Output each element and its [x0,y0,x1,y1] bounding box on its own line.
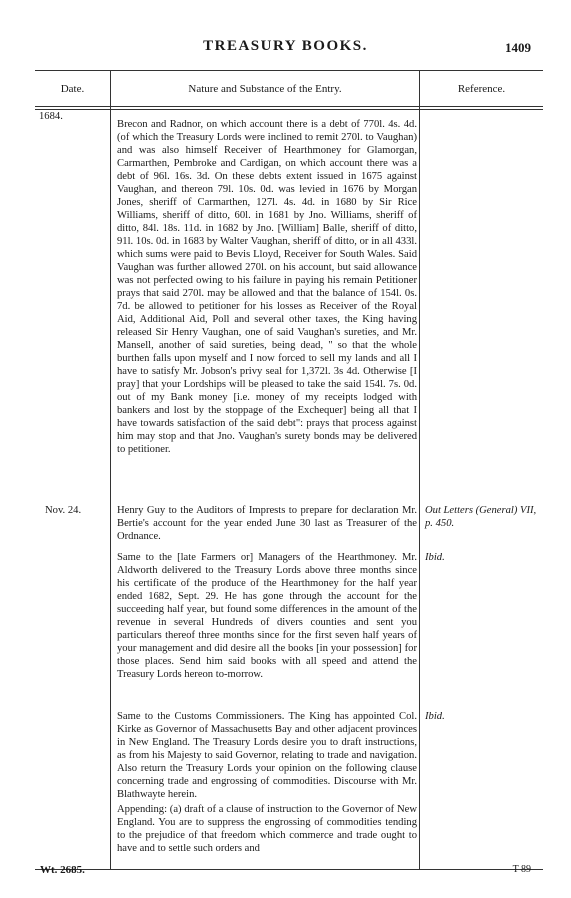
nature-column-header: Nature and Substance of the Entry. [188,83,342,95]
entry-text: Same to the [late Farmers or] Managers of the Hearthmoney. Mr. Aldworth delivered to the Treasury Lords above three months since his certificate of the produce of the Hearthmoney for the half year ended 1682, Sept. 29. He has gone through the account for the succeeding half year, but found some differences in the amount of the revenue in several Hundreds of divers counties and sent you particulars thereof three months since for the first seven half years of your management and did desire all the books [in your possession] for those places. Send him said books with all speed and attend the Treasury Lords hereon to-morrow. [117,552,417,680]
page-title: TREASURY BOOKS. [203,38,368,54]
entry-text: Henry Guy to the Auditors of Imprests to prepare for declaration Mr. Bertie's account for the year ended June 30 last as Treasurer of the Ordnance. [117,505,417,542]
entry-date: Nov. 24. [45,505,82,516]
reference-column-header: Reference. [457,83,506,95]
entries-table [35,70,543,870]
entry-reference: Out Letters (General) VII, p. 450. [425,505,537,529]
entry-date: 1684. [39,111,63,122]
entry-text: Appending: (a) draft of a clause of instruction to the Governor of New England. You are to suppress the engrossing of commodities tending to the prejudice of that freedom which commerce and trade ought to have and to settle such orders and [117,804,417,854]
column-divider-reference [419,70,420,870]
table-top-rule [35,70,543,71]
entry-text: Brecon and Radnor, on which account there is a debt of 770l. 4s. 4d. (of which the Treasury Lords were inclined to remit 270l. to Vaughan) and was also himself Receiver of Hearthmoney for Glamorgan, Carmarthen, Pembroke and Cardigan, on which account there was a debt of 96l. 16s. 3d. On these debts extent issued in 1675 against Vaughan, and thereon 79l. 10s. 0d. was levied in 1676 by Morgan Jones, sheriff of Carmarthen, 127l. 4s. 4d. in 1680 by Sir Rice Williams, sheriff of ditto, 60l. in 1681 by Jno. Williams, sheriff of ditto, 84l. 18s. 11d. in 1682 by Jno. [William] Balle, sheriff of ditto, 91l. 10s. 0d. in 1683 by Walter Vaughan, sheriff of ditto, or in all 433l. which sums were paid to Bevis Lloyd, Receiver for South Wales. Said Vaughan was further allowed 270l. on his account, but said allowance was not perfected owing to his failure in paying his remain Petitioner prays that said 270l. may be allowed and that the balance of 154l. 0s. 7d. be allowed to petitioner for his losses as Receiver of the Royal Aid, Additional Aid, Poll and several other taxes, the King having released Sir Henry Vaughan, one of said Vaughan's sureties, and Mr. Mansell, another of said sureties, being dead, " so that the whole burthen falls upon myself and I now forced to sell my lands and all I have to satisfy Mr. Jobson's privy seal for 1,372l. 3s 4d. Otherwise [I pray] that your Lordships will be pleased to take the said 154l. 7s. 0d. out of my Bank money [i.e. money of my receipts lodged with bankers and lost by the stoppage of the Exchequer] being all that I have towards satisfaction of the said debt": prays that process against him may stop and that Jno. Vaughan's surety bonds may be delivered to petitioner. [117,119,417,455]
footer-print-mark: Wt. 2685. [40,864,85,876]
column-divider-date [110,70,111,870]
entry-reference: Ibid. [425,552,445,563]
page-number: 1409 [505,40,531,55]
entry-reference: Ibid. [425,711,445,722]
footer-signature: T 89 [512,864,531,875]
entry-text: Same to the Customs Commissioners. The King has appointed Col. Kirke as Governor of Massachusetts Bay and other adjacent provinces in New England. The Treasury Lords desire you to draft instructions, as from his Majesty to said Governor, relating to trade and navigation. Also return the Treasury Lords your opinion on the following clause concerning trade and engrossing of commodities. Discourse with Mr. Blathwayte herein. [117,711,417,800]
table-bottom-rule [35,869,543,870]
header-rule [35,106,543,107]
date-column-header: Date. [60,83,85,95]
